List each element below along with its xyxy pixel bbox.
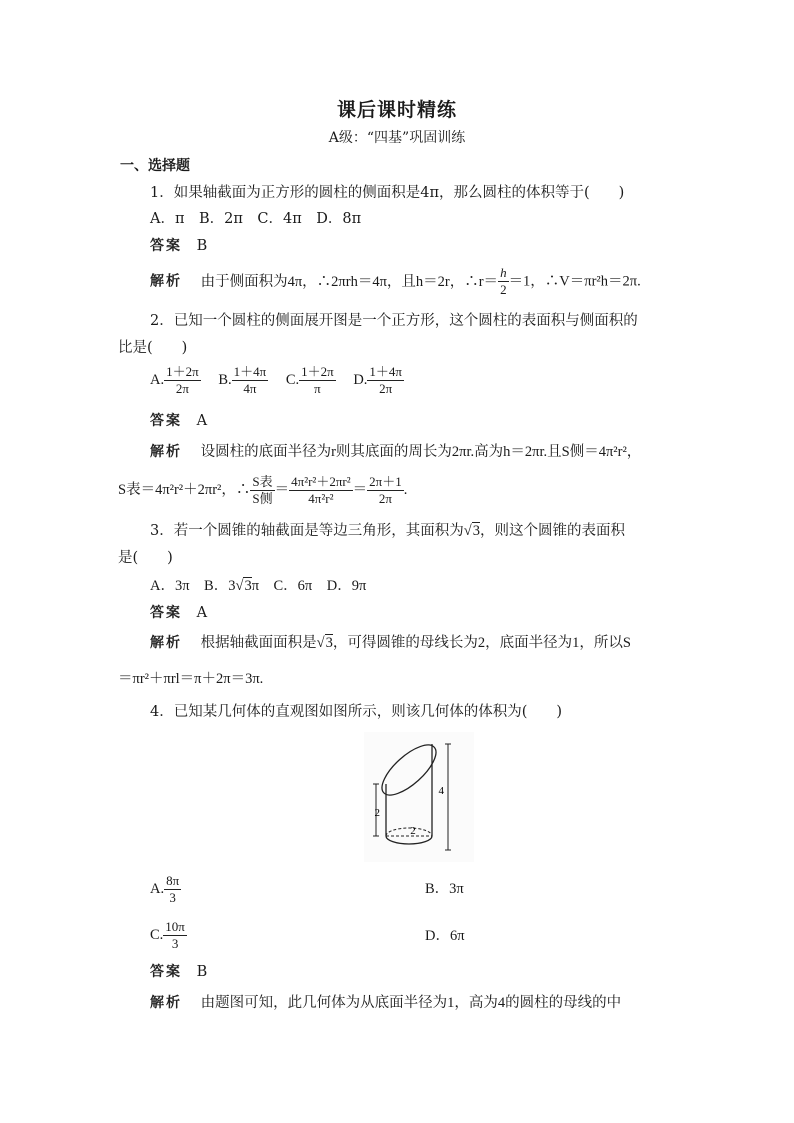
- q1-stem: 1．如果轴截面为正方形的圆柱的侧面积是4π，那么圆柱的体积等于( ): [150, 185, 625, 201]
- q4-figure: [364, 732, 474, 862]
- q2-options: [150, 364, 404, 397]
- q3-answer: A: [196, 605, 208, 621]
- analysis-label: 解析: [150, 995, 182, 1011]
- q2-option-b: B. $\frac{1+4\pi}{4\pi}$: [218, 364, 267, 396]
- answer-label: 答案: [150, 238, 182, 254]
- q4-option-d: D．6π: [425, 928, 465, 944]
- q4-option-a: A. $\frac{8\pi}{3}$: [150, 873, 180, 905]
- q4-analysis-line1: 由题图可知，此几何体为从底面半径为1，高为4的圆柱的母线的中: [200, 995, 622, 1011]
- analysis-label: 解析: [150, 635, 182, 651]
- q4-answer-row: [150, 963, 207, 981]
- q2-option-c: C. $\frac{1+2\pi}{\pi}$: [285, 364, 334, 396]
- q3-options: A．3π B．3√3π C．6π D．9π: [150, 578, 367, 594]
- q3-answer-row: [150, 604, 207, 622]
- q1-answer: B: [196, 238, 208, 254]
- q4-option-c: C. $\frac{10\pi}{3}$: [150, 919, 185, 951]
- q1-analysis-fraction: $\frac{h}{2}$: [500, 265, 507, 297]
- q1-answer-row: [150, 237, 207, 255]
- page-subtitle: A级：“四基”巩固训练: [328, 130, 466, 146]
- q1-analysis-b: ＝1，∴V＝πr²h＝2π.: [508, 273, 641, 290]
- q2-stem-line2: 比是( ): [118, 340, 188, 356]
- fig-label-left: 2: [374, 807, 380, 819]
- q2-answer: A: [196, 413, 208, 429]
- q2-analysis-row: [150, 443, 641, 461]
- section-heading: 一、选择题: [120, 158, 190, 174]
- q4-stem: 4．已知某几何体的直观图如图所示，则该几何体的体积为( ): [150, 704, 563, 720]
- q2-stem-line1: 2．已知一个圆柱的侧面展开图是一个正方形，这个圆柱的表面积与侧面积的: [150, 313, 638, 329]
- q4-option-b: B．3π: [425, 881, 464, 897]
- q1-analysis-a: 由于侧面积为4π，∴2πrh＝4π，且h＝2r，∴r＝: [200, 273, 499, 290]
- cut-cylinder-diagram: [364, 732, 474, 862]
- q4-analysis-row: [150, 994, 621, 1012]
- answer-label: 答案: [150, 605, 182, 621]
- page-title: 课后课时精练: [336, 99, 457, 121]
- q3-analysis-row: 解析 根据轴截面面积是√3，可得圆锥的母线长为2，底面半径为1，所以S: [150, 635, 631, 651]
- q2-analysis-line2: S表＝4π²r²＋2πr²，∴ $\frac{\text{S表}}{\text{S侧}}$ ＝ $\frac{\text{4π²r²＋2πr²}}{\text{4π²r²}}$ ＝ $\frac{2\pi+1}{2\pi}$ .: [118, 474, 408, 506]
- q1-analysis-row: [150, 265, 641, 298]
- analysis-label: 解析: [150, 273, 182, 290]
- q2-option-d: D. $\frac{1+4\pi}{2\pi}$: [353, 364, 402, 396]
- fig-label-bottom: 2: [410, 825, 416, 837]
- q3-stem-line1: 3．若一个圆锥的轴截面是等边三角形，其面积为√3，则这个圆锥的表面积: [150, 523, 625, 539]
- q2-option-a: A. $\frac{1+2\pi}{2\pi}$: [150, 364, 199, 396]
- fig-label-right: 4: [438, 785, 444, 797]
- answer-label: 答案: [150, 964, 182, 980]
- analysis-label: 解析: [150, 444, 182, 460]
- answer-label: 答案: [150, 413, 182, 429]
- q2-analysis-line1: 设圆柱的底面半径为r则其底面的周长为2πr.高为h＝2πr.且S侧＝4π²r²，: [200, 444, 642, 460]
- q2-answer-row: [150, 412, 207, 430]
- q3-analysis-line2: ＝πr²＋πrl＝π＋2π＝3π.: [118, 671, 264, 687]
- q3-stem-line2: 是( ): [118, 550, 173, 566]
- q1-options: A．π B．2π C．4π D．8π: [150, 211, 362, 227]
- q4-answer: B: [196, 964, 208, 980]
